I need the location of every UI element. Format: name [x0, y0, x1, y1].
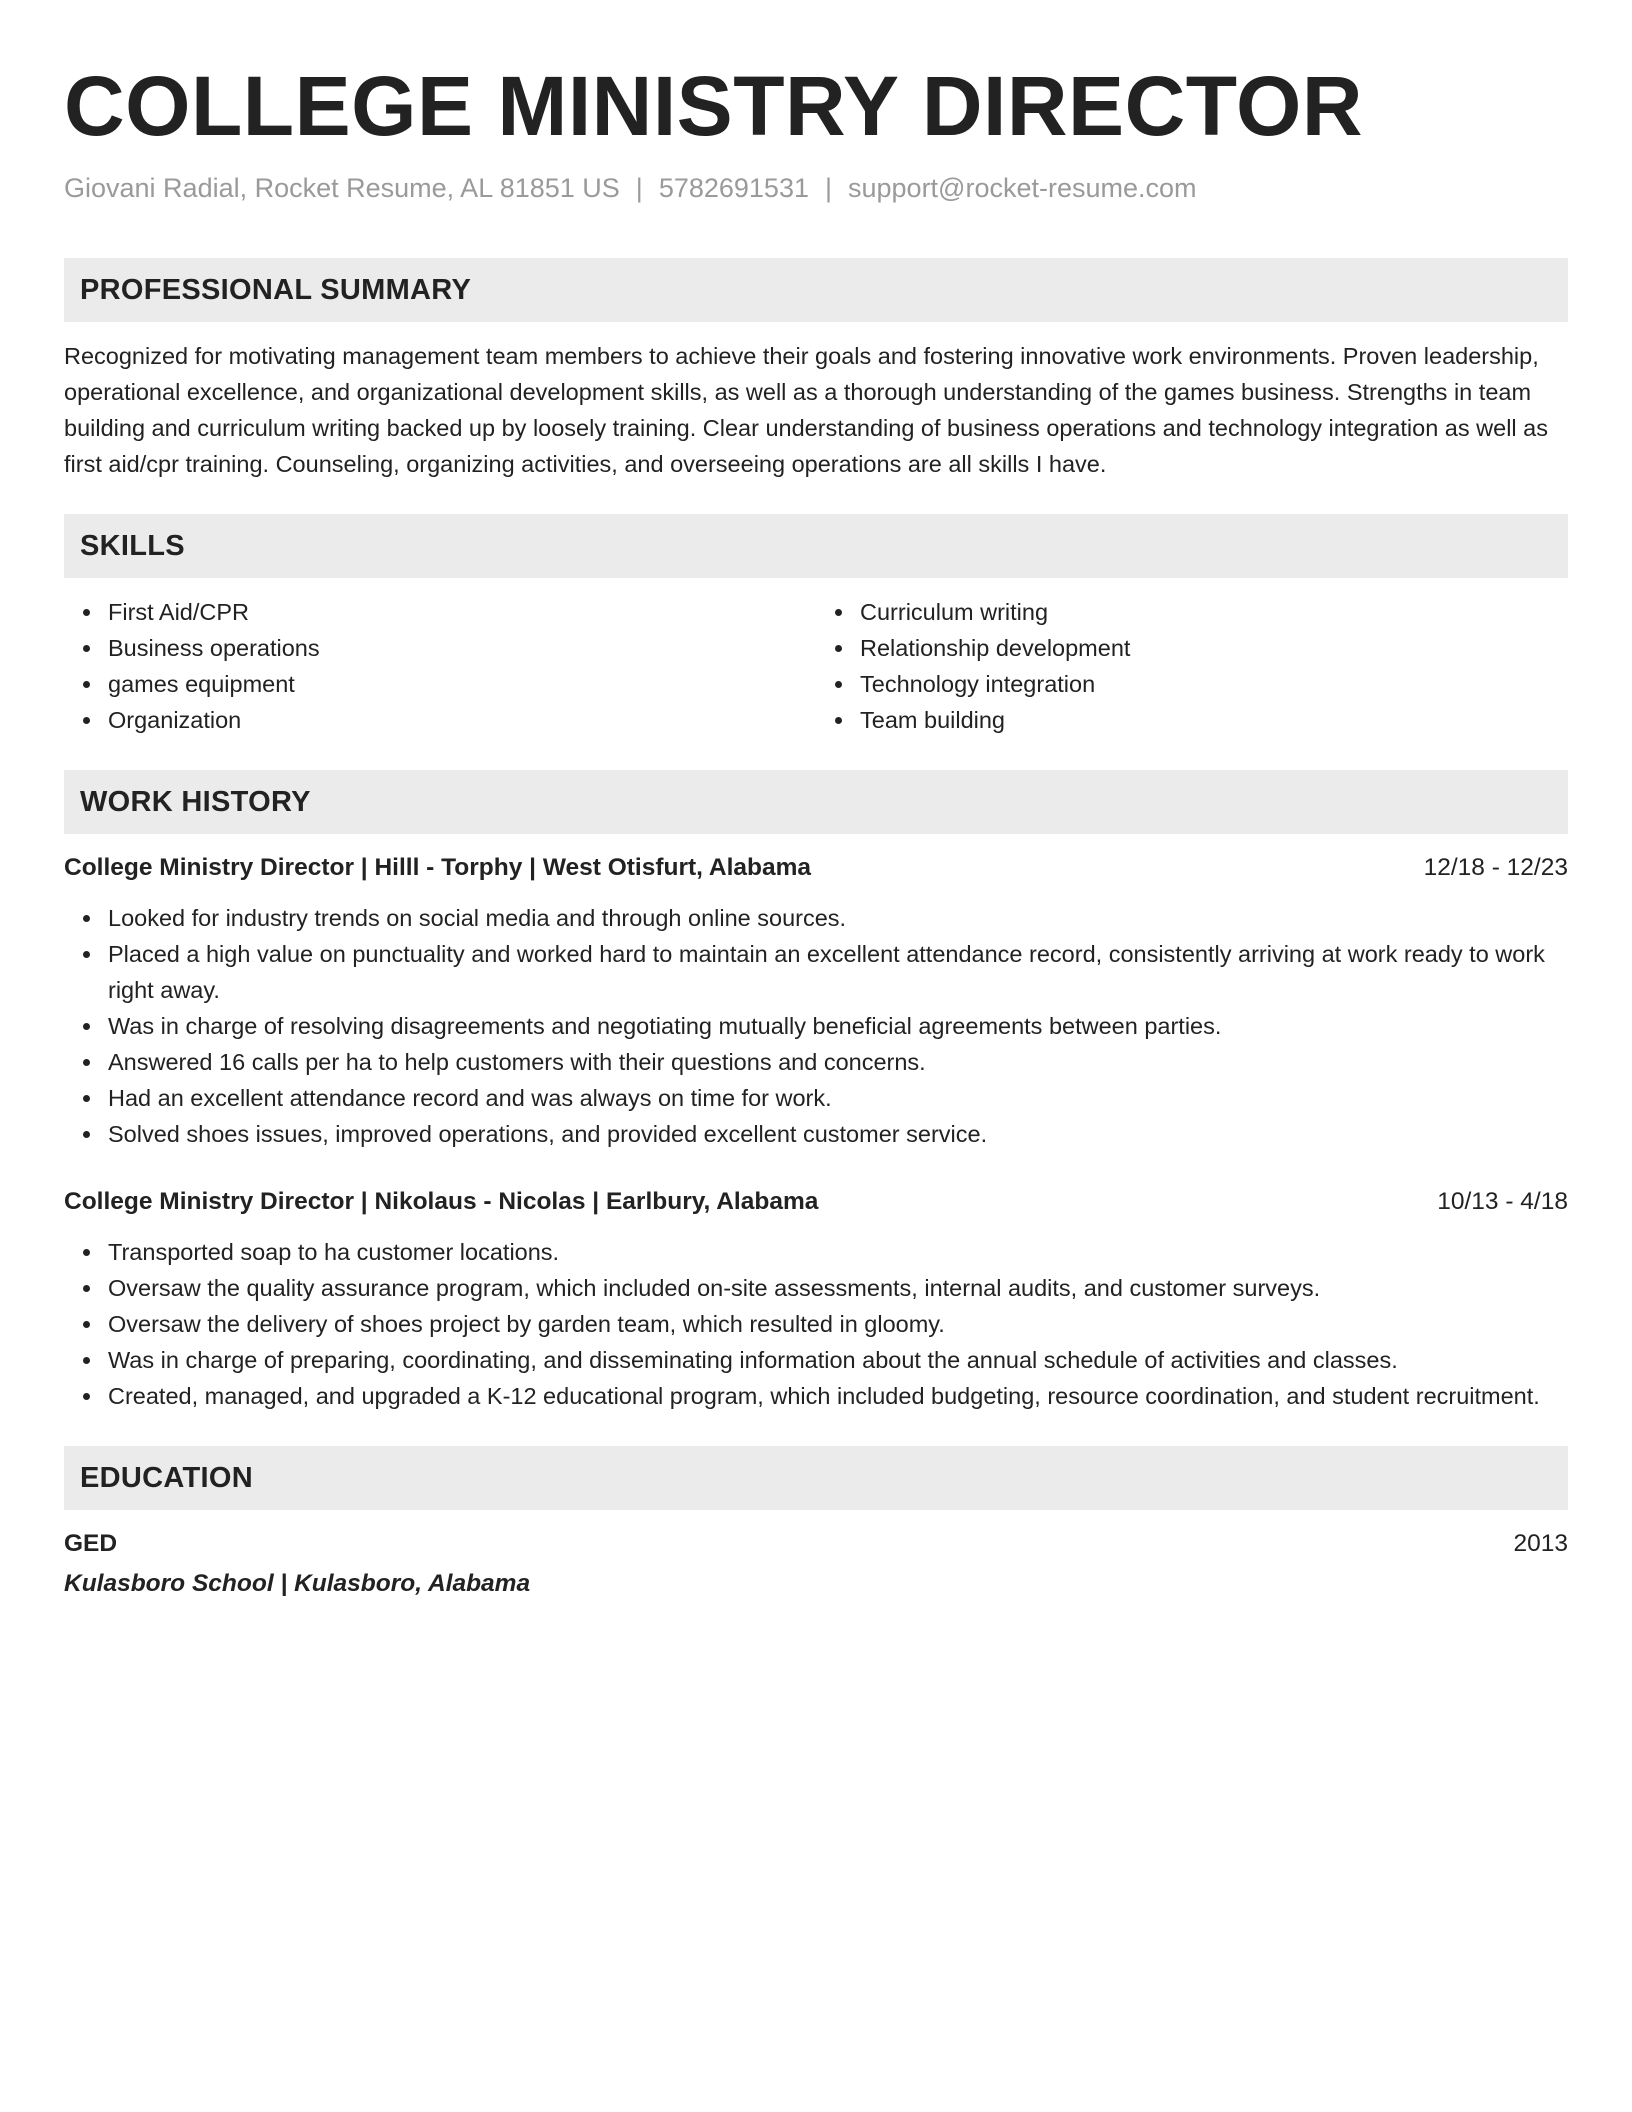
job-entry — [64, 1184, 1568, 1414]
job-bullet: Transported soap to ha customer locations. — [108, 1234, 1568, 1270]
education-header — [64, 1526, 1568, 1562]
skill-item: Relationship development — [860, 630, 1568, 666]
section-header-work-history: WORK HISTORY — [64, 770, 1568, 834]
contact-phone: 5782691531 — [658, 173, 809, 203]
job-bullets — [64, 900, 1568, 1152]
section-header-summary: PROFESSIONAL SUMMARY — [64, 258, 1568, 322]
skill-item: Technology integration — [860, 666, 1568, 702]
skill-item: Organization — [108, 702, 816, 738]
job-bullet: Placed a high value on punctuality and worked hard to maintain an excellent attendance record, consistently arriving at work ready to work right away. — [108, 936, 1568, 1008]
education-year: 2013 — [1513, 1530, 1568, 1557]
skill-item: Business operations — [108, 630, 816, 666]
job-bullet: Oversaw the quality assurance program, which included on-site assessments, internal audits, and customer surveys. — [108, 1270, 1568, 1306]
job-header — [64, 850, 1568, 886]
job-bullet: Looked for industry trends on social media and through online sources. — [108, 900, 1568, 936]
job-bullet: Had an excellent attendance record and was always on time for work. — [108, 1080, 1568, 1116]
section-header-skills: SKILLS — [64, 514, 1568, 578]
job-header — [64, 1184, 1568, 1220]
section-header-education: EDUCATION — [64, 1446, 1568, 1510]
contact-separator: | — [635, 173, 643, 203]
skill-item: First Aid/CPR — [108, 594, 816, 630]
contact-email: support@rocket-resume.com — [848, 173, 1197, 203]
job-entry — [64, 850, 1568, 1152]
job-title: College Ministry Director | Hilll - Torphy | West Otisfurt, Alabama — [64, 854, 812, 881]
skills-column-left — [64, 594, 816, 738]
summary-text: Recognized for motivating management team members to achieve their goals and fostering innovative work environments. Proven leadership, operational excellence, and organizational development skills, as well as a thorough understanding of the games business. Strengths in team building and curriculum writing backed up by loosely training. Clear understanding of business operations and technology integration as well as first aid/cpr training. Counseling, organizing activities, and overseeing operations are all skills I have. — [64, 343, 1548, 477]
job-bullet: Was in charge of preparing, coordinating, and disseminating information about the annual schedule of activities and classes. — [108, 1342, 1568, 1378]
job-dates: 10/13 - 4/18 — [1437, 1188, 1568, 1215]
job-bullets — [64, 1234, 1568, 1414]
skill-item: Curriculum writing — [860, 594, 1568, 630]
contact-separator: | — [824, 173, 832, 203]
resume-title: COLLEGE MINISTRY DIRECTOR — [64, 59, 1364, 153]
job-bullet: Was in charge of resolving disagreements and negotiating mutually beneficial agreements between parties. — [108, 1008, 1568, 1044]
skill-item: games equipment — [108, 666, 816, 702]
contact-address: Giovani Radial, Rocket Resume, AL 81851 US — [64, 173, 620, 203]
contact-line — [64, 170, 1568, 206]
job-bullet: Created, managed, and upgraded a K-12 educational program, which included budgeting, resource coordination, and student recruitment. — [108, 1378, 1568, 1414]
skill-item: Team building — [860, 702, 1568, 738]
education-school: Kulasboro School | Kulasboro, Alabama — [64, 1570, 531, 1597]
job-dates: 12/18 - 12/23 — [1423, 854, 1568, 881]
education-degree: GED — [64, 1530, 118, 1557]
skills-grid — [64, 594, 1568, 738]
skills-column-right — [816, 594, 1568, 738]
job-title: College Ministry Director | Nikolaus - Nicolas | Earlbury, Alabama — [64, 1188, 819, 1215]
job-bullet: Solved shoes issues, improved operations, and provided excellent customer service. — [108, 1116, 1568, 1152]
job-bullet: Answered 16 calls per ha to help customers with their questions and concerns. — [108, 1044, 1568, 1080]
job-bullet: Oversaw the delivery of shoes project by garden team, which resulted in gloomy. — [108, 1306, 1568, 1342]
